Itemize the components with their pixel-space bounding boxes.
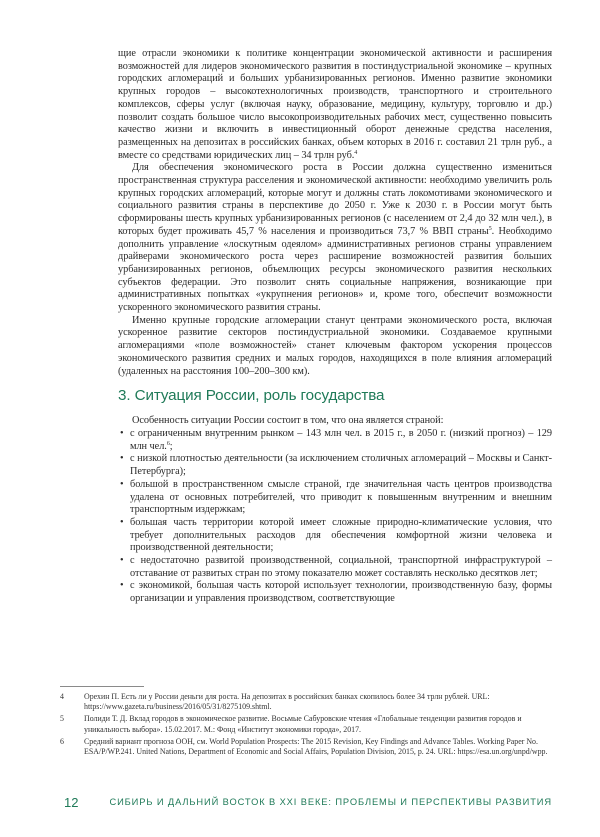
bullet-icon: •: [120, 427, 124, 439]
list-item: • с недостаточно развитой производственной, социальной, транспортной инфраструктурой – отставание от развитых стран по этому показателю может составлять несколько десятков лет;: [120, 555, 552, 579]
list-item: • большая часть территории которой имеет сложные природно-климатические условия, что требует дополнительных расходов для обеспечения комфортной жизни человека и производственной деятельности;: [120, 516, 552, 554]
list-item: • с ограниченным внутренним рынком – 143 млн чел. в 2015 г., в 2050 г. (низкий прогноз) – 129 млн чел.$^6$;: [120, 427, 552, 452]
list-item: • большой в пространственном смысле страной, где значительная часть центров производства удалена от основных потребителей, что приводит к повышенным внутренним и внешним транспортным издержкам;: [120, 478, 552, 516]
footnote-4: [60, 692, 552, 713]
paragraph-2-text: Для обеспечения экономического роста в России должна существенно измениться пространственная структура расселения и экономической активности: необходимо увеличить роль крупных городских агломераций, которые могут и должны стать локомотивами экономического и социального развития страны в перспективе до 2050 г. Уже к 2030 г. в России могут быть сформированы шесть крупных урбанизированных регионов (с населением от 2,4 до 32 млн чел.), в которых будет проживать 45,7 % населения и производиться 73,7 % ВВП страны: [118, 162, 552, 237]
main-text: [118, 48, 552, 606]
paragraph-2: [118, 162, 552, 314]
footnote-number: 5: [60, 714, 64, 724]
page-number: 12: [64, 795, 79, 810]
bullet-icon: •: [120, 580, 124, 592]
footnote-5: [60, 714, 552, 735]
footnote-divider: [60, 686, 144, 687]
paragraph-2-tail: . Необходимо дополнить управление «лоскутным одеялом» административных регионов страны управлением драйверами экономического роста через расширение возможностей развития больших урбанизированных регионов, объемлющих ресурсы экономического развития нескольких субъектов федерации. Это позволит снять социальные напряжения, возникающие при административных попытках «укрупнения регионов» и, кроме того, обеспечит возможности ускоренного экономического развития страны.: [118, 225, 552, 314]
list-item: • с экономикой, большая часть которой использует технологии, производственную базу, формы организации и управления производством, соответствующие: [120, 580, 552, 605]
footnote-6: [60, 737, 552, 758]
bullet-icon: •: [120, 478, 124, 490]
bullet-icon: •: [120, 555, 124, 567]
feature-list: [118, 428, 552, 606]
paragraph-1: [118, 48, 552, 162]
footnote-ref-4[interactable]: 4: [354, 149, 358, 156]
footnote-text: Орехин П. Есть ли у России деньги для роста. На депозитах в российских банках скопилось более 34 трлн рублей. URL: https://www.gazeta.ru/business/2016/05/31/8275109.shtml.: [84, 692, 490, 712]
running-title: СИБИРЬ И ДАЛЬНИЙ ВОСТОК В XXI ВЕКЕ: ПРОБЛЕМЫ И ПЕРСПЕКТИВЫ РАЗВИТИЯ: [109, 797, 552, 807]
paragraph-1-text: щие отрасли экономики к политике концентрации экономической активности и расширения возможностей для лидеров экономического развития в постиндустриальной экономике – крупных городских агломераций и больших урбанизированных регионов. Именно развитие экономики крупных городов – высокотехнологичных производств, транспортного и строительного комплексов, сферы услуг (включая науку, образование, медицину, культуру, торговлю и др.) позволит создать большое число высокопроизводительных рабочих мест, существенно повысить качество жизни и включить в инвестиционный оборот денежные средства населения, размещенных на депозитах в российских банках, объем которых в 2016 г. составил 21 трлн руб., а вместе со средствами юридических лиц – 34 трлн руб.: [118, 48, 552, 161]
paragraph-3: Именно крупные городские агломерации станут центрами экономического роста, включая ускоренное развитие секторов постиндустриальной экономики. Создаваемое крупными агломерациями «поле возможностей» станет ключевым фактором ускорения процессов экономического развития средних и малых городов, находящихся в поле влияния агломераций (удаленных на расстояния 100–200–300 км).: [118, 314, 552, 377]
bullet-icon: •: [120, 453, 124, 465]
section-intro: Особенность ситуации России состоит в том, что она является страной:: [132, 415, 444, 427]
bullet-icon: •: [120, 516, 124, 528]
footnote-ref-5[interactable]: 5: [488, 225, 492, 232]
footnote-number: 4: [60, 692, 64, 701]
footnote-text: Средний вариант прогноза ООН, см. World Population Prospects: The 2015 Revision, Key Findings and Advance Tables. Working Paper No. ESA/P/WP.241. United Nations, Department of Economic and Social Affairs, Population Division, 2015, p. 24. URL: https://esa.un.org/unpd/wpp.: [84, 736, 548, 757]
footnotes: [60, 692, 552, 759]
footnote-text: Полиди Т. Д. Вклад городов в экономическое развитие. Восьмые Сабуровские чтения «Глобальные тенденции развития городов и уникальность выбора». 15.02.2017. М.: Фонд «Институт экономики города», 2017.: [84, 714, 522, 734]
list-item: • с низкой плотностью деятельности (за исключением столичных агломераций – Москвы и Санкт-Петербурга);: [120, 453, 552, 478]
footnote-number: 6: [60, 736, 64, 746]
footnote-ref-6[interactable]: 6: [166, 440, 170, 447]
section-heading: 3. Ситуация России, роль государства: [118, 387, 385, 405]
